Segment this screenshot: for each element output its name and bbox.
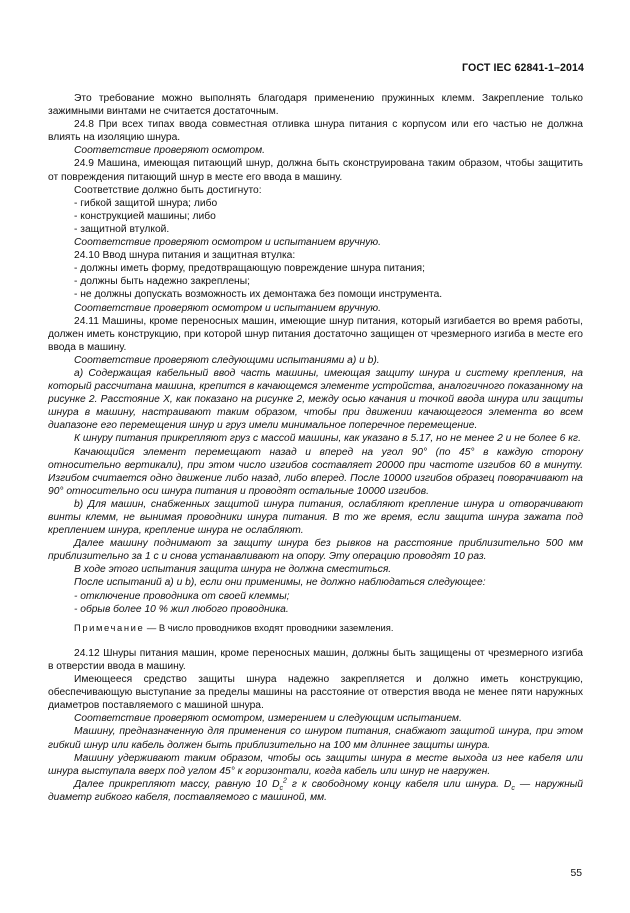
test-flex: Качающийся элемент перемещают назад и вперед на угол 90° (по 45° в каждую сторону относительно вертикали), при этом число изгибов составляет 20000 при частоте изгибов 60 в минуту. Изгибом считается одно движение либо назад, либо вперед. После 10000 изгибов образец поворачивают на 90° относительно оси шнура питания и проводят остальные 10000 изгибов.: [48, 446, 583, 497]
test-lift: Далее машину поднимают за защиту шнура без рывков на расстояние приблизительно 500 мм приблизительно за 1 с и снова устанавливают на опору. Эту операцию проводят 10 раз.: [48, 538, 583, 563]
text-span: Далее прикрепляют массу, равную 10 D: [74, 778, 280, 790]
text-span: г к свободному концу кабеля или шнура. D: [286, 778, 512, 790]
note: [48, 621, 583, 634]
clause-24-10: 24.10 Ввод шнура питания и защитная втулка:: [74, 250, 296, 262]
superscript: 2: [283, 777, 287, 785]
note-text: — В число проводников входят проводники заземления.: [146, 621, 394, 633]
page-body: [48, 92, 583, 804]
list-item: - не должны допускать возможность их демонтажа без помощи инструмента.: [74, 289, 443, 301]
paragraph: Соответствие должно быть достигнуто:: [74, 184, 262, 196]
note-label: Примечание: [74, 621, 145, 633]
list-item: - должны иметь форму, предотвращающую повреждение шнура питания;: [74, 263, 425, 275]
page-number: 55: [570, 868, 582, 879]
compliance-text: Соответствие проверяют осмотром и испытанием вручную.: [74, 302, 381, 314]
subscript: c: [279, 784, 283, 792]
compliance-text: Соответствие проверяют осмотром.: [74, 145, 266, 157]
test-text: Машину, предназначенную для применения со шнуром питания, снабжают защитой шнура, при этом гибкий шнур или кабель должен быть приблизительно на 100 мм длиннее защиты шнура.: [48, 726, 583, 751]
list-item: - обрыв более 10 % жил любого проводника.: [74, 603, 289, 615]
compliance-text: Соответствие проверяют следующими испытаниями a) и b).: [74, 354, 380, 366]
clause-24-12: 24.12 Шнуры питания машин, кроме переносных машин, должны быть защищены от чрезмерного изгиба в отверстии ввода в машину.: [48, 647, 583, 672]
list-item: - защитной втулкой.: [74, 223, 170, 235]
text-span: — наружный диаметр гибкого кабеля, поставляемого с машиной, мм.: [48, 778, 584, 803]
list-item: - гибкой защитой шнура; либо: [74, 197, 218, 209]
test-b: b) Для машин, снабженных защитой шнура питания, ослабляют крепление шнура и отворачивают винты клемм, не вынимая проводники шнура питания. В то же время, если защита шнура зажата под креплением шнура, крепление шнура не ослабляют.: [48, 498, 583, 537]
clause-24-8: 24.8 При всех типах ввода совместная отливка шнура питания с корпусом или его частью не должна влиять на изоляцию шнура.: [48, 119, 583, 144]
subscript: c: [511, 784, 515, 792]
standard-header: ГОСТ IEC 62841-1–2014: [462, 62, 584, 74]
test-a: а) Содержащая кабельный ввод часть машины, имеющая защиту шнура и систему крепления, на который рассчитана машина, крепится в качающемся элементе устройства, аналогичного показанному на рисунке 2. Расстояние X, как показано на рисунке 2, между осью качания и точкой ввода шнура или защиты шнура в машину, настраивают таким образом, чтобы при движении качающегося элемента во всем диапазоне его перемещения шнур и груз имели минимальное поперечное перемещение.: [48, 367, 583, 432]
test-requirement: В ходе этого испытания защита шнура не должна сместиться.: [74, 564, 392, 576]
clause-24-11: 24.11 Машины, кроме переносных машин, имеющие шнур питания, который изгибается во время работы, должен иметь конструкцию, при которой шнур питания достаточно защищен от чрезмерного изгиба в месте его ввода в машину.: [48, 315, 583, 353]
test-result: После испытаний а) и b), если они применимы, не должно наблюдаться следующее:: [74, 577, 486, 589]
test-text: Машину удерживают таким образом, чтобы ось защиты шнура в месте выхода из нее кабеля или шнура выступала вверх под углом 45° к горизонтали, когда кабель или шнур не нагружен.: [48, 752, 583, 777]
paragraph: Это требование можно выполнять благодаря применению пружинных клемм. Закрепление только зажимными винтами не считается достаточным.: [48, 93, 583, 118]
list-item: - отключение проводника от своей клеммы;: [74, 590, 290, 602]
clause-24-9: 24.9 Машина, имеющая питающий шнур, должна быть сконструирована таким образом, чтобы защитить от повреждения питающий шнур в месте его ввода в машину.: [48, 158, 583, 183]
compliance-text: Соответствие проверяют осмотром, измерением и следующим испытанием.: [74, 713, 462, 725]
compliance-text: Соответствие проверяют осмотром и испытанием вручную.: [74, 237, 381, 249]
list-item: - должны быть надежно закреплены;: [74, 276, 250, 288]
paragraph: Имеющееся средство защиты шнура надежно закрепляется и должно иметь конструкцию, обеспечивающую выступание за пределы машины на расстояние от отверстия ввода не менее пяти наружных диаметров поставляемого с машиной шнура.: [48, 674, 583, 712]
test-mass: [48, 778, 583, 804]
list-item: - конструкцией машины; либо: [74, 210, 216, 222]
test-weight: К шнуру питания прикрепляют груз с массой машины, как указано в 5.17, но не менее 2 и не более 6 кг.: [74, 433, 581, 445]
